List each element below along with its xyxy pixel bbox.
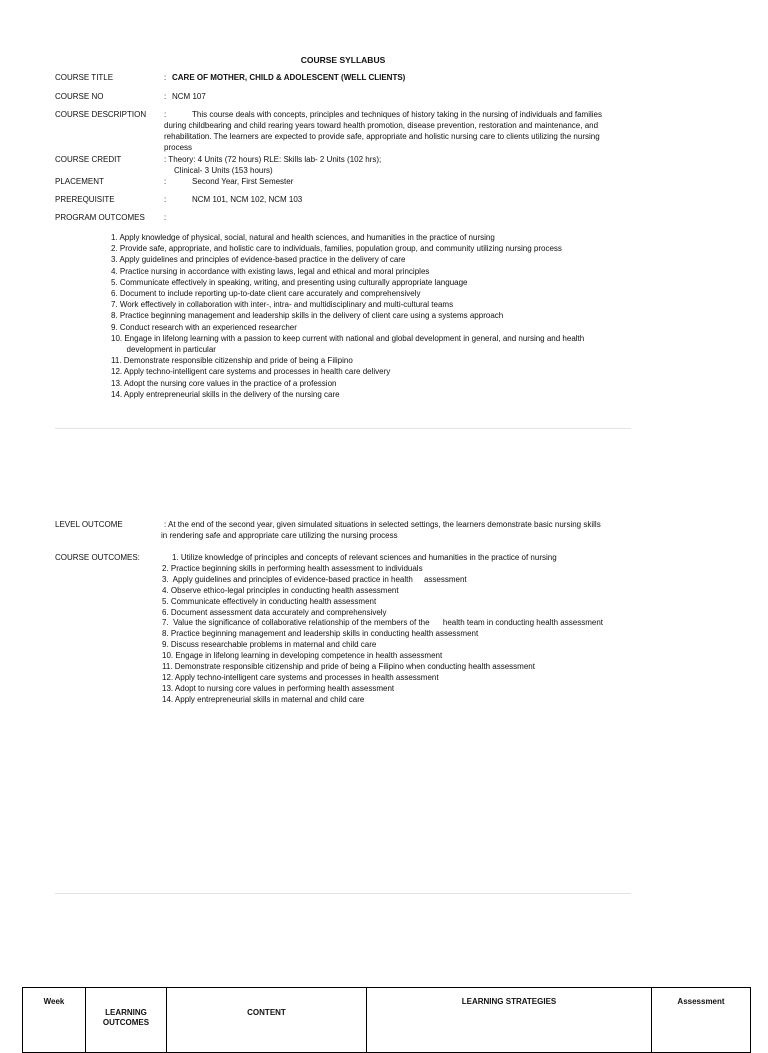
list-item: 8. Practice beginning management and leadership skills in the delivery of client care using a systems approach [111,311,504,321]
list-item: 2. Practice beginning skills in performing health assessment to individuals [162,563,423,573]
list-item: 4. Practice nursing in accordance with existing laws, legal and ethical and moral principles [111,266,430,276]
placement-colon: : [164,177,167,186]
list-item: 11. Demonstrate responsible citizenship and pride of being a Filipino [111,356,353,366]
assessment-header-label: Assessment [677,997,725,1006]
course-outcomes-label: COURSE OUTCOMES: [55,553,140,562]
course-outcomes-list [162,553,603,706]
prerequisite-label: PREREQUISITE [55,195,115,204]
program-outcomes-colon: : [164,213,167,222]
page-divider [55,428,631,429]
list-item: 3. Apply guidelines and principles of evidence-based practice in the delivery of care [111,255,406,265]
course-no-value: NCM 107 [172,92,206,101]
program-outcomes-list [111,232,584,400]
document-title: COURSE SYLLABUS [300,55,386,65]
list-item: 3. Apply guidelines and principles of evidence-based practice in health assessment [162,574,467,584]
course-no-label: COURSE NO [55,92,104,101]
course-description-line: process [164,143,193,152]
list-item: 7. Value the significance of collaborative relationship of the members of the health team in conducting health assessment [162,618,603,628]
list-item: 9. Conduct research with an experienced researcher [111,322,297,332]
list-item: 12. Apply techno-intelligent care systems and processes in health care delivery [111,367,391,377]
week-header-label: Week [43,997,65,1006]
list-item: 9. Discuss researchable problems in maternal and child care [162,640,377,650]
list-item: 14. Apply entrepreneurial skills in maternal and child care [162,694,365,704]
placement-value: Second Year, First Semester [192,177,294,186]
level-outcome-line1: : At the end of the second year, given simulated situations in selected settings, the learners demonstrate basic nursing skills [164,520,601,529]
list-item: 10. Engage in lifelong learning in developing competence in health assessment [162,651,443,661]
list-item: 7. Work effectively in collaboration with inter-, intra- and multidisciplinary and multi-cultural teams [111,300,454,310]
list-item: 6. Document assessment data accurately and comprehensively [162,607,387,617]
syllabus-table [22,987,751,1053]
learning-outcomes-header [86,988,167,1053]
course-credit-label: COURSE CREDIT [55,155,122,164]
learning-outcomes-header-line1: LEARNING [105,1008,147,1017]
course-title-colon: : [164,73,167,82]
placement-label: PLACEMENT [55,177,104,186]
learning-strategies-header [367,988,652,1053]
list-item: development in particular [111,345,216,355]
assessment-header [652,988,751,1053]
list-item: 2. Provide safe, appropriate, and holistic care to individuals, families, population group, and community utilizing nursing process [111,244,562,254]
course-credit-line2: Clinical- 3 Units (153 hours) [174,166,273,175]
level-outcome-label: LEVEL OUTCOME [55,520,123,529]
table-header-row [23,988,751,1053]
list-item: 11. Demonstrate responsible citizenship and pride of being a Filipino when conducting health assessment [162,662,535,672]
learning-outcomes-header-line2: OUTCOMES [102,1017,150,1027]
course-credit-line1: : Theory: 4 Units (72 hours) RLE: Skills lab- 2 Units (102 hrs); [164,155,382,164]
list-item: 14. Apply entrepreneurial skills in the delivery of the nursing care [111,389,340,399]
list-item: 12. Apply techno-intelligent care systems and processes in health assessment [162,672,439,682]
list-item: 5. Communicate effectively in speaking, writing, and presenting using culturally appropriate language [111,277,468,287]
list-item: 4. Observe ethico-legal principles in conducting health assessment [162,585,399,595]
content-header [167,988,367,1053]
list-item: 8. Practice beginning management and leadership skills in conducting health assessment [162,629,479,639]
learning-strategies-header-label: LEARNING STRATEGIES [461,997,557,1006]
course-title-value: CARE OF MOTHER, CHILD & ADOLESCENT (WELL CLIENTS) [172,73,406,82]
list-item: 5. Communicate effectively in conducting health assessment [162,596,377,606]
page-divider [55,893,631,894]
list-item: 13. Adopt to nursing core values in performing health assessment [162,683,395,693]
level-outcome-line2: in rendering safe and appropriate care utilizing the nursing process [161,531,398,540]
course-description-line: during childbearing and child rearing years toward health promotion, disease prevention, restoration and maintenance, and [164,121,599,130]
prerequisite-colon: : [164,195,167,204]
content-header-label: CONTENT [247,1008,286,1017]
program-outcomes-label: PROGRAM OUTCOMES [55,213,145,222]
course-description-line: rehabilitation. The learners are expected to provide safe, appropriate and holistic nursing care to clients utilizing the nursing [164,132,600,141]
course-description-line: This course deals with concepts, principles and techniques of history taking in the nursing of individuals and families [192,110,602,119]
list-item: 6. Document to include reporting up-to-date client care accurately and comprehensively [111,289,421,299]
list-item: 10. Engage in lifelong learning with a passion to keep current with national and global development in general, and nursing and health [111,333,585,343]
course-description-label: COURSE DESCRIPTION [55,110,147,119]
course-title-label: COURSE TITLE [55,73,114,82]
list-item: 1. Utilize knowledge of principles and concepts of relevant sciences and humanities in the practice of nursing [172,553,557,562]
prerequisite-value: NCM 101, NCM 102, NCM 103 [192,195,303,204]
course-no-colon: : [164,92,167,101]
list-item: 1. Apply knowledge of physical, social, natural and health sciences, and humanities in the practice of nursing [111,233,495,242]
course-description-colon: : [164,110,167,119]
list-item: 13. Adopt the nursing core values in the practice of a profession [111,378,337,388]
week-header [23,988,86,1053]
